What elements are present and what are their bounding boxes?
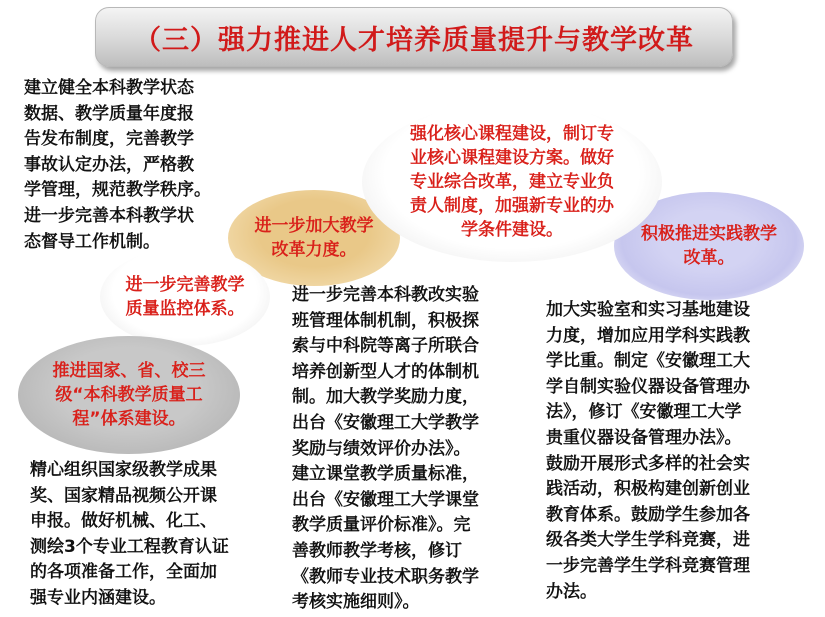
line: 教学质量评价标准》。完 (292, 515, 471, 536)
line: 培养创新型人才的体制机 (292, 361, 479, 382)
bubble-core-courses (362, 102, 662, 262)
line: 学比重。制定《安徽理工大 (546, 351, 750, 372)
line: 贵重仪器设备管理办法》。 (546, 427, 742, 448)
line: 专业综合改革，建立专业负 (410, 172, 614, 192)
line: 办法。 (546, 581, 597, 602)
line: 强化核心课程建设，制订专 (410, 124, 614, 144)
text-reform-experimental-class (292, 283, 479, 616)
line: 学条件建设。 (461, 220, 563, 240)
line: 程”体系建设。 (72, 409, 186, 429)
line: 精心组织国家级教学成果 (30, 460, 217, 480)
line: 申报。做好机械、化工、 (30, 511, 217, 532)
line: 进一步完善本科教学状 (24, 205, 194, 226)
line: 进一步完善本科教改实验 (292, 285, 479, 305)
line: 业核心课程建设方案。做好 (410, 148, 614, 168)
line: 级各类大学生学科竞赛，进 (546, 530, 750, 551)
line: 教育体系。鼓励学生参加各 (546, 504, 750, 525)
bubble-quality-project (18, 336, 240, 454)
line: 建立健全本科教学状态 (24, 78, 194, 98)
line: 的各项准备工作，全面加 (30, 562, 217, 583)
line: 考核实施细则》。 (292, 592, 420, 613)
line: 建立课堂教学质量标准， (292, 464, 479, 485)
text-teaching-status-data (24, 76, 211, 255)
line: 级“本科教学质量工 (55, 385, 203, 405)
line: 制。加大教学奖励力度， (292, 387, 479, 408)
title-banner (95, 7, 733, 67)
line: 进一步加大教学 (254, 216, 374, 236)
line: 奖、国家精品视频公开课 (30, 485, 217, 506)
line: 班管理体制机制，积极探 (292, 310, 479, 331)
text-lab-practice (546, 298, 750, 605)
bubble-quality-monitoring (100, 248, 270, 346)
line: 加大实验室和实习基地建设 (546, 300, 750, 320)
line: 积极推进实践教学 (641, 224, 777, 244)
line: 出台《安徽理工大学课堂 (292, 489, 479, 510)
line: 进一步完善教学 (125, 275, 245, 295)
line: 善教师教学考核，修订 (292, 540, 462, 561)
line: 事故认定办法，严格教 (24, 154, 194, 175)
line: 质量监控体系。 (125, 299, 245, 319)
line: 索与中科院等离子所联合 (292, 336, 479, 357)
line: 《教师专业技术职务教学 (292, 566, 479, 587)
line: 数据、教学质量年度报 (24, 103, 194, 124)
line: 强专业内涵建设。 (30, 587, 166, 608)
line: 力度，增加应用学科实践教 (546, 325, 750, 346)
line: 学管理，规范教学秩序。 (24, 180, 211, 201)
line: 出台《安徽理工大学教学 (292, 412, 479, 433)
text-national-awards (30, 458, 229, 612)
line: 法》，修订《安徽理工大学 (546, 402, 742, 423)
line: 告发布制度，完善教学 (24, 129, 194, 150)
line: 态督导工作机制。 (24, 231, 160, 252)
line: 学自制实验仪器设备管理办 (546, 376, 750, 397)
line: 改革。 (683, 248, 735, 268)
line: 改革力度。 (271, 240, 357, 260)
line: 推进国家、省、校三 (52, 361, 206, 381)
line: 一步完善学生学科竞赛管理 (546, 555, 750, 576)
line: 鼓励开展形式多样的社会实 (546, 453, 750, 474)
line: 测绘3个专业工程教育认证 (30, 536, 229, 557)
slide-title: （三）强力推进人才培养质量提升与教学改革 (134, 24, 694, 56)
line: 践活动，积极构建创新创业 (546, 479, 750, 500)
line: 奖励与绩效评价办法》。 (292, 438, 471, 459)
line: 责人制度，加强新专业的办 (410, 196, 614, 216)
